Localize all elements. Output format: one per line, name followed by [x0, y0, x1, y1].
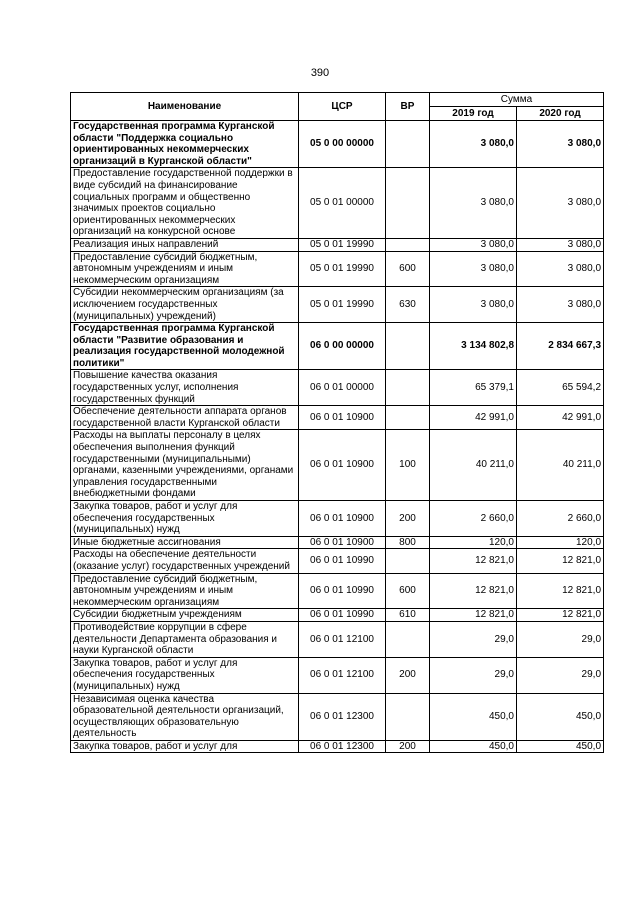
amount-2019-cell: 2 660,0 — [430, 501, 517, 537]
vr-cell: 100 — [386, 430, 430, 501]
vr-cell — [386, 323, 430, 370]
vr-cell: 600 — [386, 251, 430, 287]
csr-cell: 06 0 01 10990 — [299, 573, 386, 609]
table-row — [71, 740, 604, 753]
name-cell: Субсидии некоммерческим организациям (за исключением государственных (муниципальных) учреждений) — [71, 287, 299, 323]
csr-cell: 06 0 01 12100 — [299, 621, 386, 657]
amount-2019-cell: 3 080,0 — [430, 238, 517, 251]
amount-2020-cell: 3 080,0 — [517, 251, 604, 287]
csr-cell: 05 0 01 19990 — [299, 251, 386, 287]
budget-table — [70, 92, 604, 753]
vr-cell: 610 — [386, 609, 430, 622]
header-year-2019: 2019 год — [430, 107, 517, 121]
vr-cell — [386, 549, 430, 573]
amount-2019-cell: 120,0 — [430, 536, 517, 549]
csr-cell: 06 0 01 10990 — [299, 549, 386, 573]
vr-cell: 600 — [386, 573, 430, 609]
amount-2019-cell: 42 991,0 — [430, 406, 517, 430]
name-cell: Повышение качества оказания государственных услуг, исполнения государственных функций — [71, 370, 299, 406]
table-row — [71, 621, 604, 657]
amount-2020-cell: 3 080,0 — [517, 168, 604, 239]
amount-2019-cell: 3 080,0 — [430, 168, 517, 239]
table-row — [71, 406, 604, 430]
table-row — [71, 121, 604, 168]
amount-2019-cell: 12 821,0 — [430, 609, 517, 622]
amount-2019-cell: 29,0 — [430, 621, 517, 657]
csr-cell: 05 0 01 19990 — [299, 238, 386, 251]
name-cell: Предоставление субсидий бюджетным, автономным учреждениям и иным некоммерческим организациям — [71, 251, 299, 287]
amount-2019-cell: 3 080,0 — [430, 287, 517, 323]
header-name: Наименование — [71, 93, 299, 121]
csr-cell: 06 0 01 10900 — [299, 430, 386, 501]
csr-cell: 05 0 00 00000 — [299, 121, 386, 168]
amount-2020-cell: 42 991,0 — [517, 406, 604, 430]
table-row — [71, 287, 604, 323]
amount-2020-cell: 3 080,0 — [517, 287, 604, 323]
table-row — [71, 657, 604, 693]
csr-cell: 06 0 01 10900 — [299, 406, 386, 430]
table-header-row — [71, 93, 604, 107]
name-cell: Обеспечение деятельности аппарата органов государственной власти Курганской области — [71, 406, 299, 430]
table-row — [71, 323, 604, 370]
amount-2019-cell: 3 134 802,8 — [430, 323, 517, 370]
amount-2020-cell: 29,0 — [517, 621, 604, 657]
table-row — [71, 609, 604, 622]
name-cell: Иные бюджетные ассигнования — [71, 536, 299, 549]
vr-cell: 800 — [386, 536, 430, 549]
vr-cell — [386, 121, 430, 168]
amount-2020-cell: 12 821,0 — [517, 549, 604, 573]
table-row — [71, 168, 604, 239]
vr-cell: 200 — [386, 501, 430, 537]
vr-cell — [386, 238, 430, 251]
amount-2019-cell: 65 379,1 — [430, 370, 517, 406]
name-cell: Расходы на выплаты персоналу в целях обеспечения выполнения функций государственными (муниципальными) органами, казенными учреждениями, органами управления государственными внебюджетными фондами — [71, 430, 299, 501]
amount-2019-cell: 40 211,0 — [430, 430, 517, 501]
amount-2020-cell: 450,0 — [517, 740, 604, 753]
name-cell: Предоставление субсидий бюджетным, автономным учреждениям и иным некоммерческим организациям — [71, 573, 299, 609]
name-cell: Реализация иных направлений — [71, 238, 299, 251]
table-row — [71, 573, 604, 609]
csr-cell: 06 0 00 00000 — [299, 323, 386, 370]
vr-cell: 200 — [386, 740, 430, 753]
name-cell: Расходы на обеспечение деятельности (оказание услуг) государственных учреждений — [71, 549, 299, 573]
amount-2020-cell: 2 834 667,3 — [517, 323, 604, 370]
name-cell: Государственная программа Курганской области "Развитие образования и реализация государственной молодежной политики" — [71, 323, 299, 370]
amount-2019-cell: 29,0 — [430, 657, 517, 693]
amount-2020-cell: 3 080,0 — [517, 238, 604, 251]
amount-2020-cell: 12 821,0 — [517, 609, 604, 622]
csr-cell: 06 0 01 10990 — [299, 609, 386, 622]
name-cell: Предоставление государственной поддержки в виде субсидий на финансирование социальных программ и общественно значимых проектов социально ориентированных некоммерческих организаций на конкурсной основе — [71, 168, 299, 239]
name-cell: Государственная программа Курганской области "Поддержка социально ориентированных некоммерческих организаций в Курганской области" — [71, 121, 299, 168]
vr-cell — [386, 406, 430, 430]
amount-2020-cell: 40 211,0 — [517, 430, 604, 501]
amount-2019-cell: 3 080,0 — [430, 251, 517, 287]
table-row — [71, 370, 604, 406]
table-row — [71, 501, 604, 537]
amount-2019-cell: 12 821,0 — [430, 573, 517, 609]
amount-2020-cell: 3 080,0 — [517, 121, 604, 168]
amount-2020-cell: 65 594,2 — [517, 370, 604, 406]
name-cell: Закупка товаров, работ и услуг для обеспечения государственных (муниципальных) нужд — [71, 501, 299, 537]
name-cell: Закупка товаров, работ и услуг для обеспечения государственных (муниципальных) нужд — [71, 657, 299, 693]
name-cell: Субсидии бюджетным учреждениям — [71, 609, 299, 622]
header-vr: ВР — [386, 93, 430, 121]
name-cell: Противодействие коррупции в сфере деятельности Департамента образования и науки Курганской области — [71, 621, 299, 657]
vr-cell — [386, 168, 430, 239]
vr-cell — [386, 370, 430, 406]
name-cell: Независимая оценка качества образовательной деятельности организаций, осуществляющих образовательную деятельность — [71, 693, 299, 740]
table-row — [71, 238, 604, 251]
csr-cell: 06 0 01 10900 — [299, 536, 386, 549]
vr-cell — [386, 693, 430, 740]
table-row — [71, 693, 604, 740]
table-row — [71, 549, 604, 573]
vr-cell: 200 — [386, 657, 430, 693]
amount-2020-cell: 120,0 — [517, 536, 604, 549]
amount-2020-cell: 2 660,0 — [517, 501, 604, 537]
header-sum: Сумма — [430, 93, 604, 107]
table-row — [71, 536, 604, 549]
page-number: 390 — [310, 67, 330, 79]
csr-cell: 06 0 01 12300 — [299, 693, 386, 740]
csr-cell: 06 0 01 00000 — [299, 370, 386, 406]
table-body — [71, 121, 604, 753]
amount-2019-cell: 3 080,0 — [430, 121, 517, 168]
csr-cell: 06 0 01 12300 — [299, 740, 386, 753]
vr-cell: 630 — [386, 287, 430, 323]
amount-2020-cell: 450,0 — [517, 693, 604, 740]
csr-cell: 05 0 01 19990 — [299, 287, 386, 323]
amount-2019-cell: 450,0 — [430, 740, 517, 753]
csr-cell: 06 0 01 10900 — [299, 501, 386, 537]
header-year-2020: 2020 год — [517, 107, 604, 121]
header-csr: ЦСР — [299, 93, 386, 121]
amount-2019-cell: 450,0 — [430, 693, 517, 740]
csr-cell: 05 0 01 00000 — [299, 168, 386, 239]
amount-2020-cell: 29,0 — [517, 657, 604, 693]
name-cell: Закупка товаров, работ и услуг для — [71, 740, 299, 753]
amount-2019-cell: 12 821,0 — [430, 549, 517, 573]
csr-cell: 06 0 01 12100 — [299, 657, 386, 693]
vr-cell — [386, 621, 430, 657]
table-row — [71, 251, 604, 287]
amount-2020-cell: 12 821,0 — [517, 573, 604, 609]
table-row — [71, 430, 604, 501]
